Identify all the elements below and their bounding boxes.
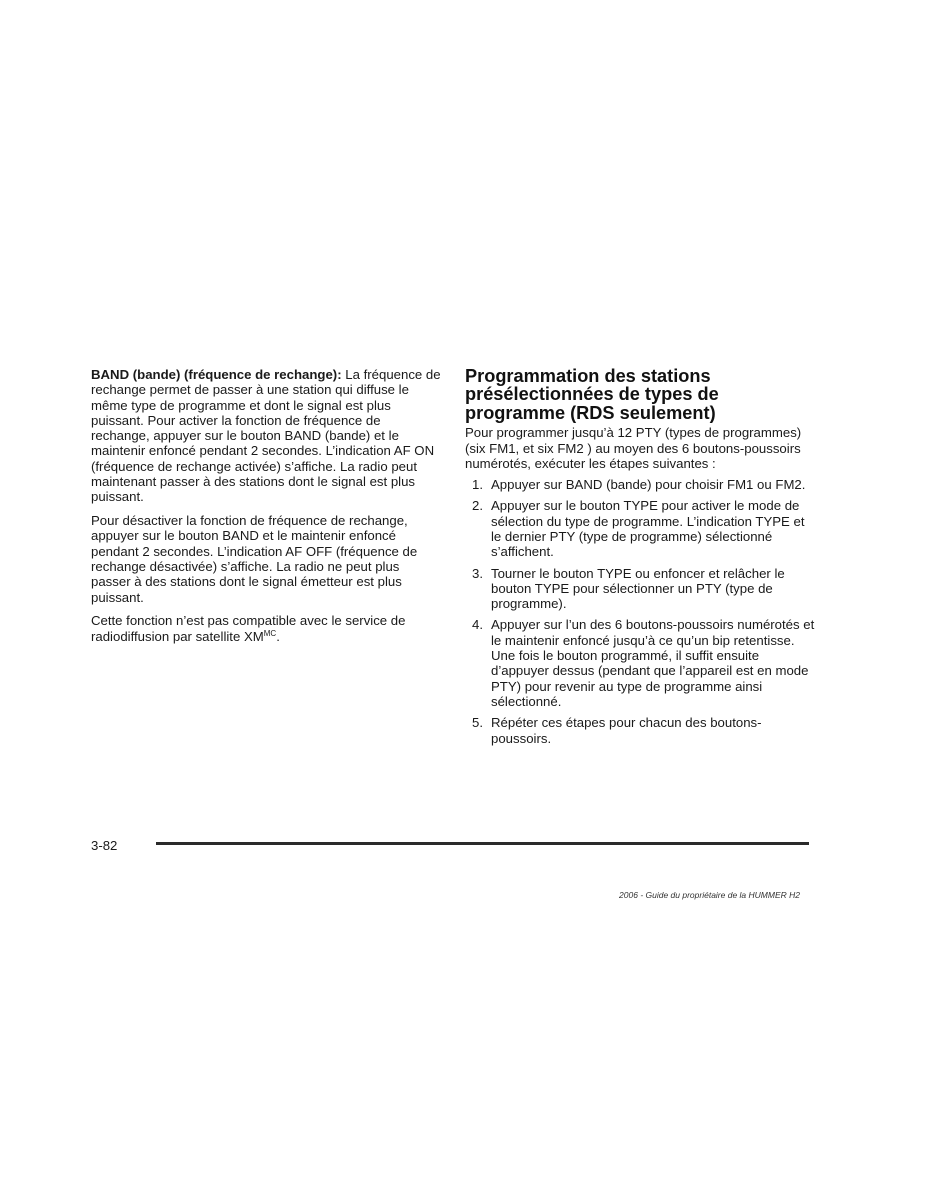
step-number: 1. bbox=[472, 477, 483, 493]
footer-document-title: 2006 - Guide du propriétaire de la HUMMER H2 bbox=[619, 890, 800, 900]
step-text: Appuyer sur l’un des 6 boutons-poussoirs numérotés et le maintenir enfoncé jusqu’à ce qu’un bip retentisse. Une fois le bouton programmé, il suffit ensuite d’appuyer dessus (pendant que l’appareil est en mode PTY) pour revenir au type de programme ainsi sélectionné. bbox=[491, 617, 815, 709]
section-heading-line: programme (RDS seulement) bbox=[465, 402, 716, 423]
xm-note-text: Cette fonction n’est pas compatible avec le service de radiodiffusion par satellite XM bbox=[91, 613, 406, 644]
step-text: Appuyer sur BAND (bande) pour choisir FM1 ou FM2. bbox=[491, 477, 806, 493]
list-item bbox=[465, 498, 815, 559]
section-intro: Pour programmer jusqu’à 12 PTY (types de programmes) (six FM1, et six FM2 ) au moyen des 6 boutons-poussoirs numérotés, exécuter les étapes suivantes : bbox=[465, 425, 802, 471]
step-number: 2. bbox=[472, 498, 483, 514]
section-heading-line: Programmation des stations bbox=[465, 366, 711, 386]
page-number: 3-82 bbox=[91, 838, 118, 853]
term-band-label: BAND (bande) (fréquence de rechange): bbox=[91, 367, 342, 382]
step-number: 4. bbox=[472, 617, 483, 633]
af-on-description: La fréquence de rechange permet de passer à une station qui diffuse le même type de programme et dont le signal est plus puissant. Pour activer la fonction de fréquence de rechange, appuyer sur le bouton BAND (bande) et le maintenir enfoncé pendant 2 secondes. L’indication AF ON (fréquence de rechange activée) s’affiche. La radio peut maintenant passer à des stations dont le signal est plus puissant. bbox=[91, 367, 441, 505]
paragraph-af-off: Pour désactiver la fonction de fréquence de rechange, appuyer sur le bouton BAND et le maintenir enfoncé pendant 2 secondes. L’indication AF OFF (fréquence de rechange désactivée) s’affiche. La radio ne peut plus passer à des stations dont le signal émetteur est plus puissant. bbox=[91, 513, 418, 605]
paragraph-af-on bbox=[91, 367, 441, 505]
xm-note-period: . bbox=[276, 628, 280, 644]
list-item bbox=[465, 617, 815, 709]
steps-list bbox=[465, 477, 815, 746]
trademark-superscript: MC bbox=[263, 628, 277, 638]
step-number: 5. bbox=[472, 715, 483, 731]
step-text: Répéter ces étapes pour chacun des boutons-poussoirs. bbox=[491, 715, 762, 746]
list-item bbox=[465, 477, 815, 492]
step-text: Tourner le bouton TYPE ou enfoncer et relâcher le bouton TYPE pour sélectionner un PTY (type de programme). bbox=[491, 565, 785, 612]
left-column bbox=[91, 367, 441, 653]
paragraph-xm-note bbox=[91, 613, 441, 644]
list-item bbox=[465, 715, 815, 746]
right-column bbox=[465, 367, 815, 752]
list-item bbox=[465, 566, 815, 612]
step-text: Appuyer sur le bouton TYPE pour activer le mode de sélection du type de programme. L’indication TYPE et le dernier PTY (type de programme) sélectionné s’affichent. bbox=[491, 498, 805, 560]
section-heading bbox=[465, 367, 815, 422]
footer-divider bbox=[156, 842, 809, 845]
section-heading-line: présélectionnées de types de bbox=[465, 384, 719, 405]
step-number: 3. bbox=[472, 565, 483, 581]
